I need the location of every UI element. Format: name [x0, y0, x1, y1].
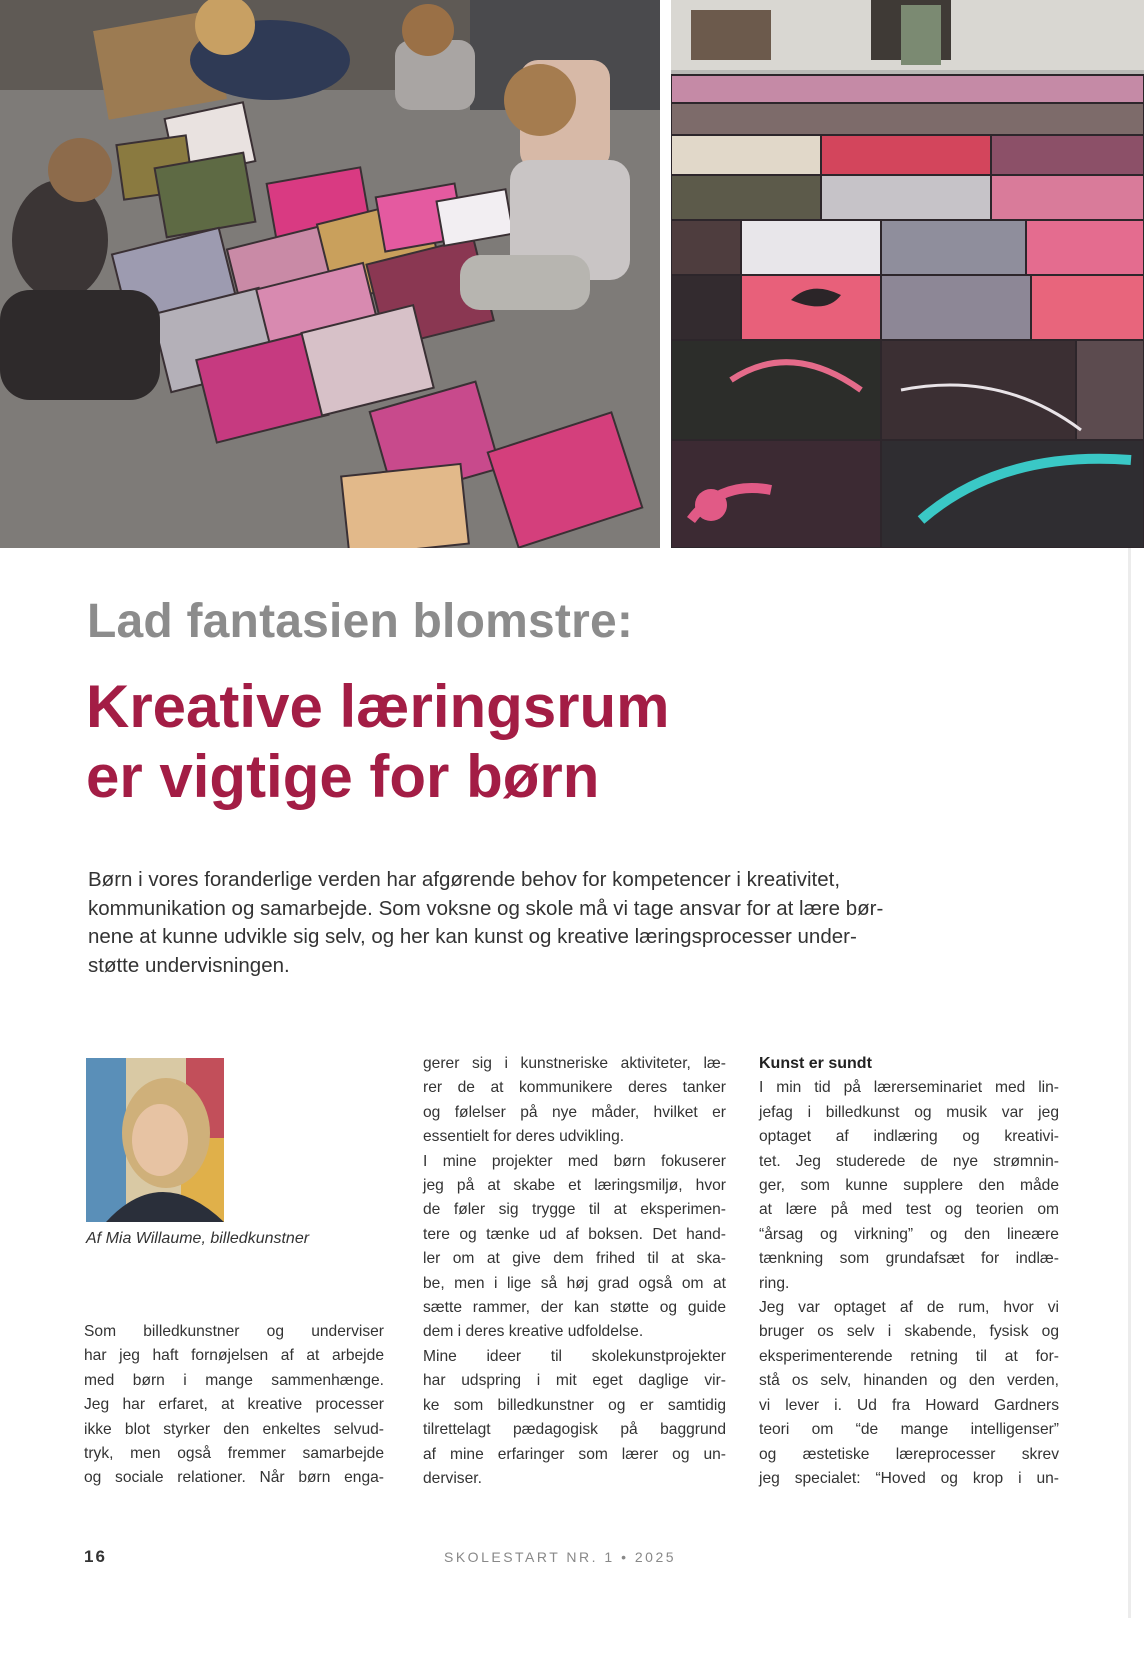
- body-column-3: [759, 1052, 1059, 1491]
- body-line: at lære på med test og teorien om: [759, 1201, 1059, 1219]
- body-line: tet. Jeg studerede de nye strømnin-: [759, 1152, 1059, 1170]
- body-line: tryk, men også fremmer samarbejde: [84, 1445, 384, 1463]
- article-kicker: Lad fantasien blomstre:: [87, 595, 634, 648]
- children-tiles-illustration: [0, 0, 660, 548]
- lead-line: støtte undervisningen.: [88, 953, 290, 977]
- body-line: med børn i mange sammenhænge.: [84, 1371, 384, 1389]
- body-line: Jeg var optaget af de rum, hvor vi: [759, 1299, 1059, 1317]
- headline-line-2: er vigtige for børn: [86, 743, 600, 810]
- body-line: ke som billedkunstner og er samtidig: [423, 1396, 726, 1414]
- author-byline: Af Mia Willaume, billedkunstner: [86, 1230, 310, 1247]
- body-line: rer de at kommunikere deres tanker: [423, 1079, 726, 1097]
- body-line: ler om at give dem frihed til at ska-: [423, 1250, 726, 1268]
- body-column-2: [423, 1052, 726, 1491]
- body-line: eksperimenterende retning til at for-: [759, 1347, 1059, 1365]
- body-line: ring.: [759, 1274, 790, 1292]
- page-edge-divider: [1128, 548, 1131, 1618]
- page-number: 16: [84, 1547, 107, 1566]
- body-line: ikke blot styrker den enkeltes selvud-: [84, 1420, 384, 1438]
- body-line: tænkning som grundafsæt for indlæ-: [759, 1250, 1059, 1268]
- body-line: essentielt for deres udvikling.: [423, 1128, 625, 1146]
- body-line: I mine projekter med børn fokuserer: [423, 1152, 726, 1170]
- body-line: sætte rammer, der kan støtte og guide: [423, 1299, 726, 1317]
- body-line: Som billedkunstner og underviser: [84, 1323, 384, 1340]
- lead-line: nene at kunne udvikle sig selv, og her kan kunst og kreative læringsprocesser under-: [88, 925, 857, 948]
- body-line: har jeg haft fornøjelsen af at arbejde: [84, 1347, 384, 1365]
- body-line: vi lever i. Ud fra Howard Gardners: [759, 1396, 1059, 1414]
- body-line: tere og tænke ud af boksen. Det hand-: [423, 1225, 726, 1243]
- body-column-1: [84, 1320, 384, 1491]
- body-line: optaget af indlæring og kreativi-: [759, 1128, 1059, 1146]
- body-line: Jeg har erfaret, at kreative processer: [84, 1396, 384, 1414]
- author-portrait-illustration: [86, 1058, 224, 1222]
- body-line: og sociale relationer. Når børn enga-: [84, 1469, 384, 1487]
- body-line: jeg på at skabe et læringsmiljø, hvor: [423, 1177, 726, 1195]
- running-footer: SKOLESTART NR. 1 • 2025: [444, 1549, 677, 1565]
- body-line: gerer sig i kunstneriske aktiviteter, læ-: [423, 1055, 726, 1072]
- body-line: dem i deres kreative udfoldelse.: [423, 1323, 644, 1341]
- body-line: de føler sig trygge til at eksperimen-: [423, 1201, 726, 1219]
- photo-children-arranging-tiles: [0, 0, 660, 548]
- article-headline: [86, 672, 986, 812]
- body-line: teori om “de mange intelligenser”: [759, 1421, 1059, 1439]
- body-line: og følelser på nye måder, hvilket er: [423, 1103, 726, 1121]
- lead-line: kommunikation og samarbejde. Som voksne og skole må vi tage ansvar for at lære bør-: [88, 896, 884, 920]
- body-line: stå os selv, hinanden og den verden,: [759, 1372, 1059, 1390]
- body-line: derviser.: [423, 1469, 482, 1487]
- body-line: be, men i lige så høj grad også om at: [423, 1274, 726, 1292]
- headline-line-1: Kreative læringsrum: [86, 673, 670, 740]
- body-line: af mine erfaringer som lærer og un-: [423, 1445, 726, 1463]
- body-line: Mine ideer til skolekunstprojekter: [423, 1347, 726, 1365]
- body-line: jefag i billedkunst og musik var jeg: [759, 1103, 1059, 1121]
- body-line: I min tid på lærerseminariet med lin-: [759, 1079, 1059, 1097]
- section-heading: Kunst er sundt: [759, 1055, 872, 1072]
- body-line: “årsag og virkning” og den lineære: [759, 1225, 1059, 1243]
- header-photos: [0, 0, 1144, 548]
- lead-line: Børn i vores foranderlige verden har afgørende behov for kompetencer i kreativitet,: [88, 868, 841, 891]
- photo-tile-floor: [671, 0, 1144, 548]
- article-lead: [88, 866, 978, 980]
- tile-floor-illustration: [671, 0, 1144, 548]
- author-portrait: [86, 1058, 224, 1222]
- body-line: jeg specialet: “Hoved og krop i un-: [759, 1469, 1059, 1487]
- body-line: og æstetiske læreprocesser skrev: [759, 1445, 1059, 1463]
- body-line: ger, som kunne supplere den måde: [759, 1177, 1059, 1195]
- body-line: tilrettelagt pædagogisk på baggrund: [423, 1421, 726, 1439]
- body-line: har udspring i mit eget daglige vir-: [423, 1372, 726, 1390]
- body-line: bruger os selv i skabende, fysisk og: [759, 1323, 1059, 1341]
